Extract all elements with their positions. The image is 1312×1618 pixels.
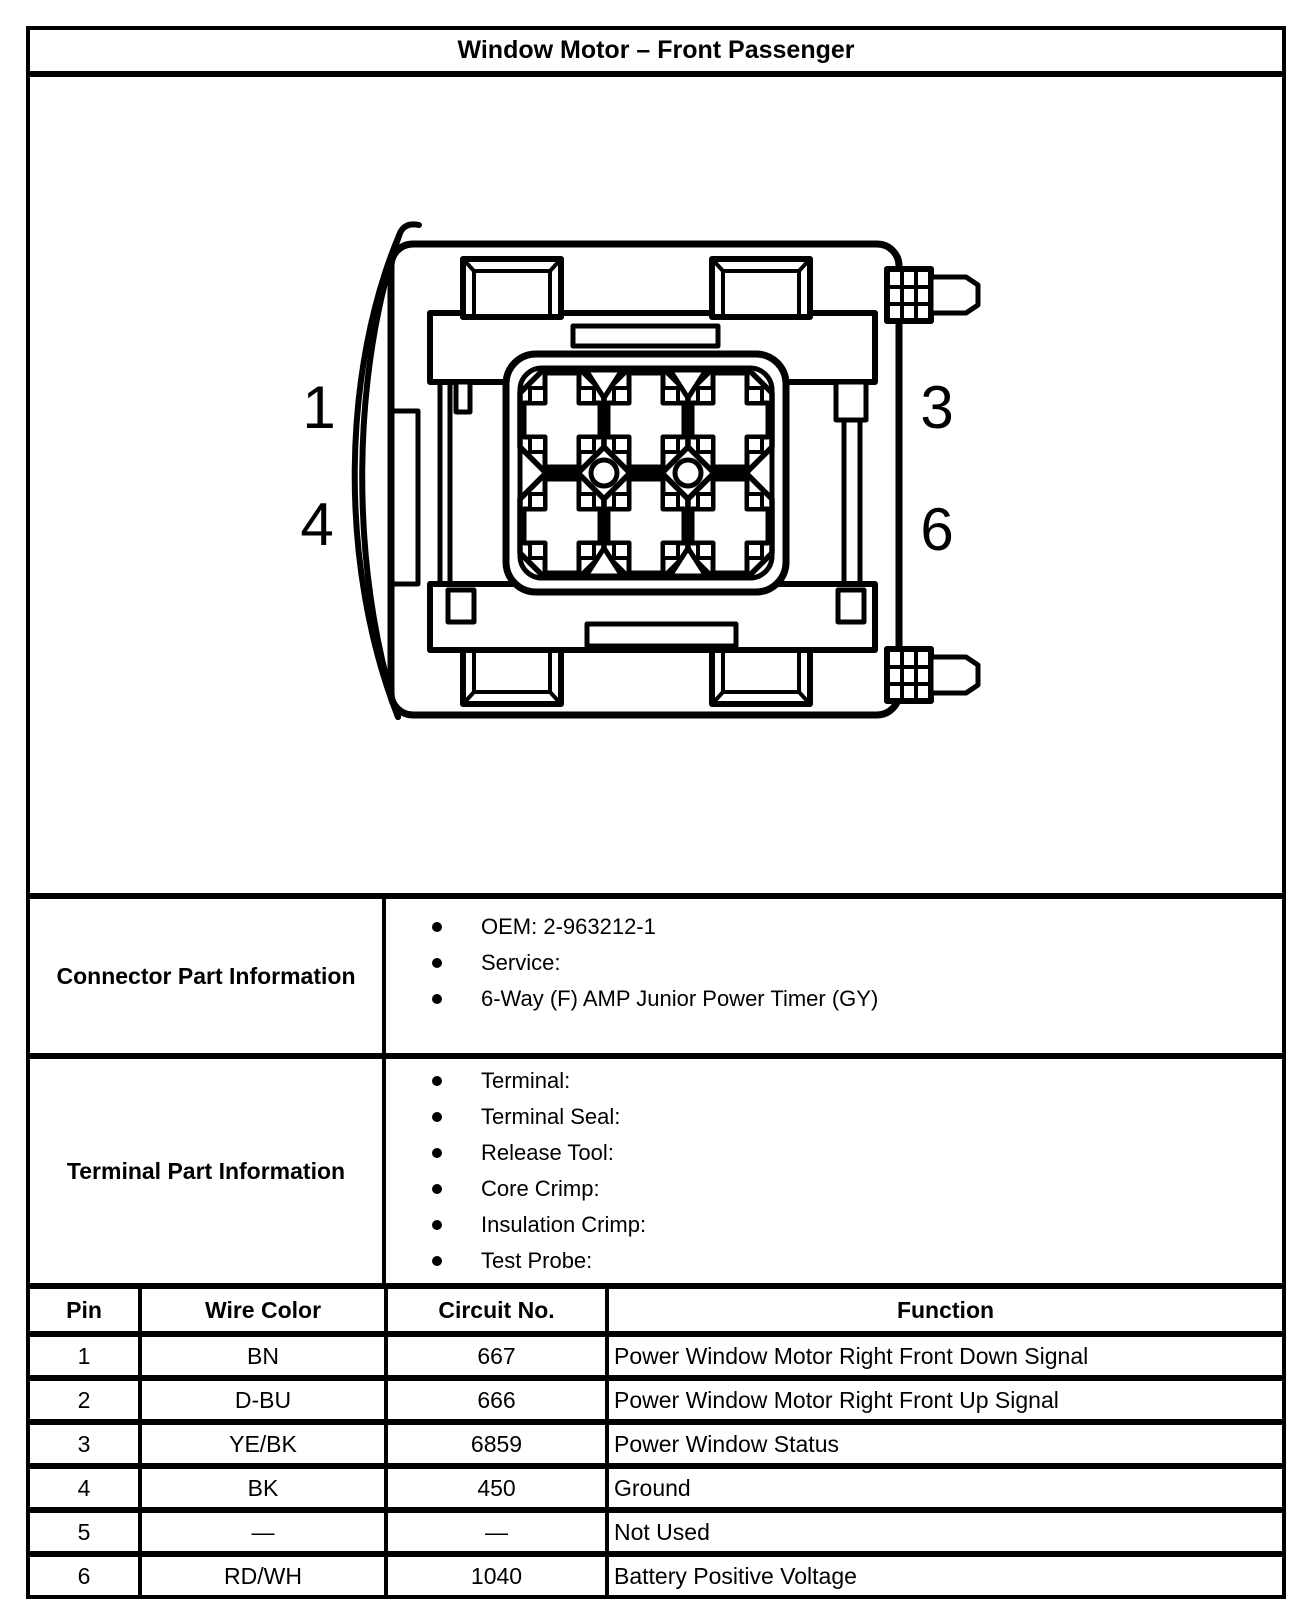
list-item	[432, 981, 1282, 1017]
keying-rib-top-left	[463, 259, 561, 317]
list-item	[432, 1207, 1282, 1243]
list-item	[432, 945, 1282, 981]
bullet-text: Terminal Seal:	[481, 1104, 621, 1129]
col-header-wire: Wire Color	[140, 1289, 386, 1334]
cell-pin: 4	[30, 1466, 140, 1510]
cell-pin: 3	[30, 1422, 140, 1466]
cell-wire-color: D-BU	[140, 1378, 386, 1422]
terminal-part-info-content	[386, 1059, 1282, 1283]
connector-part-info-content	[386, 899, 1282, 1053]
table-header-row	[30, 1289, 1282, 1334]
list-item	[432, 1063, 1282, 1099]
cell-wire-color: BN	[140, 1334, 386, 1378]
bullet-text: OEM: 2-963212-1	[481, 914, 656, 939]
table-row	[30, 1378, 1282, 1422]
pin-label-1: 1	[302, 374, 336, 441]
latch-top	[887, 269, 978, 321]
list-item	[432, 1099, 1282, 1135]
cell-circuit-no: 666	[386, 1378, 607, 1422]
cell-wire-color: —	[140, 1510, 386, 1554]
cell-circuit-no: 1040	[386, 1554, 607, 1595]
list-item	[432, 1243, 1282, 1279]
cell-function: Power Window Status	[607, 1422, 1282, 1466]
connector-diagram	[288, 199, 988, 724]
pin-label-6: 6	[920, 496, 954, 563]
col-header-function: Function	[607, 1289, 1282, 1334]
cell-wire-color: RD/WH	[140, 1554, 386, 1595]
cell-function: Battery Positive Voltage	[607, 1554, 1282, 1595]
connector-part-info-row	[30, 899, 1282, 1059]
cell-function: Not Used	[607, 1510, 1282, 1554]
cell-circuit-no: 6859	[386, 1422, 607, 1466]
cell-circuit-no: 667	[386, 1334, 607, 1378]
bullet-icon	[432, 1112, 442, 1122]
terminal-part-info-row	[30, 1059, 1282, 1289]
bullet-icon	[432, 1220, 442, 1230]
bullet-icon	[432, 1148, 442, 1158]
pinout-table	[30, 1289, 1282, 1595]
terminal-part-info-label: Terminal Part Information	[30, 1059, 386, 1283]
bullet-text: Insulation Crimp:	[481, 1212, 647, 1237]
cell-pin: 6	[30, 1554, 140, 1595]
keying-rib-bottom-left	[463, 650, 561, 704]
list-item	[432, 1171, 1282, 1207]
bullet-icon	[432, 1256, 442, 1266]
bullet-icon	[432, 1184, 442, 1194]
latch-bottom	[887, 649, 978, 701]
cell-pin: 1	[30, 1334, 140, 1378]
pin-label-4: 4	[300, 491, 334, 558]
list-item	[432, 1135, 1282, 1171]
bullet-icon	[432, 994, 442, 1004]
keying-rib-top-right	[712, 259, 810, 317]
terminal-cavities	[520, 369, 772, 577]
table-row	[30, 1334, 1282, 1378]
table-row	[30, 1422, 1282, 1466]
bullet-icon	[432, 922, 442, 932]
bullet-text: Release Tool:	[481, 1140, 614, 1165]
bullet-icon	[432, 1076, 442, 1086]
cell-circuit-no: 450	[386, 1466, 607, 1510]
pin-label-3: 3	[920, 374, 954, 441]
table-row	[30, 1466, 1282, 1510]
cell-circuit-no: —	[386, 1510, 607, 1554]
bullet-text: Test Probe:	[481, 1248, 593, 1273]
title-bar	[30, 30, 1282, 77]
table-row	[30, 1510, 1282, 1554]
keying-rib-bottom-right	[712, 650, 810, 704]
cell-wire-color: BK	[140, 1466, 386, 1510]
table-row	[30, 1554, 1282, 1595]
cell-function: Power Window Motor Right Front Down Signal	[607, 1334, 1282, 1378]
connector-part-info-label: Connector Part Information	[30, 899, 386, 1053]
cell-wire-color: YE/BK	[140, 1422, 386, 1466]
cell-function: Ground	[607, 1466, 1282, 1510]
cell-function: Power Window Motor Right Front Up Signal	[607, 1378, 1282, 1422]
bullet-text: Service:	[481, 950, 561, 975]
bullet-text: 6-Way (F) AMP Junior Power Timer (GY)	[481, 986, 879, 1011]
bullet-icon	[432, 958, 442, 968]
col-header-circuit: Circuit No.	[386, 1289, 607, 1334]
cell-pin: 2	[30, 1378, 140, 1422]
bullet-text: Core Crimp:	[481, 1176, 600, 1201]
connector-figure	[30, 77, 1282, 899]
page-title: Window Motor – Front Passenger	[457, 36, 855, 64]
connector-sheet	[26, 26, 1286, 1599]
bullet-text: Terminal:	[481, 1068, 571, 1093]
cell-pin: 5	[30, 1510, 140, 1554]
col-header-pin: Pin	[30, 1289, 140, 1334]
list-item	[432, 909, 1282, 945]
